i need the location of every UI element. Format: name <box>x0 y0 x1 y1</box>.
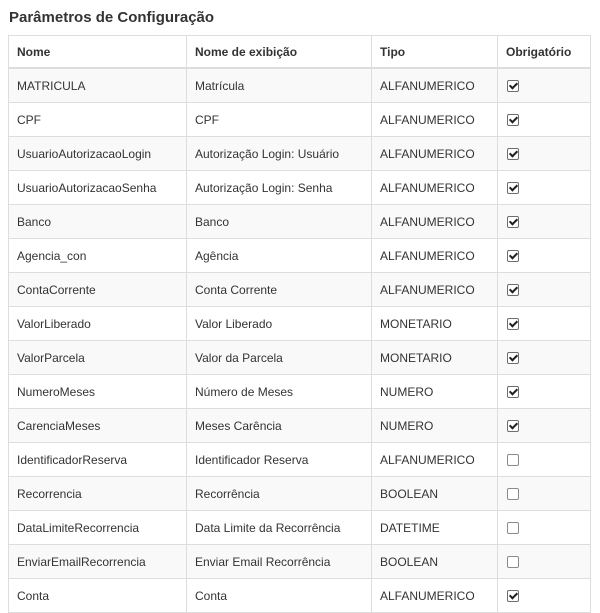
cell-nome-exibicao: Autorização Login: Senha <box>187 171 372 205</box>
required-checkbox-checked[interactable] <box>507 352 519 364</box>
required-checkbox-checked[interactable] <box>507 284 519 296</box>
cell-nome: CPF <box>9 103 187 137</box>
cell-obrigatorio <box>498 239 591 273</box>
required-checkbox-unchecked[interactable] <box>507 488 519 500</box>
table-header <box>9 36 591 69</box>
cell-tipo: ALFANUMERICO <box>372 137 498 171</box>
table-row <box>9 409 591 443</box>
cell-tipo: MONETARIO <box>372 307 498 341</box>
table-row <box>9 137 591 171</box>
required-checkbox-checked[interactable] <box>507 148 519 160</box>
cell-obrigatorio <box>498 443 591 477</box>
cell-obrigatorio <box>498 171 591 205</box>
cell-tipo: BOOLEAN <box>372 545 498 579</box>
cell-nome: Agencia_con <box>9 239 187 273</box>
required-checkbox-checked[interactable] <box>507 80 519 92</box>
column-header-tipo: Tipo <box>372 36 498 69</box>
cell-nome: ContaCorrente <box>9 273 187 307</box>
cell-obrigatorio <box>498 273 591 307</box>
cell-nome: EnviarEmailRecorrencia <box>9 545 187 579</box>
cell-tipo: ALFANUMERICO <box>372 579 498 613</box>
cell-tipo: NUMERO <box>372 375 498 409</box>
cell-nome-exibicao: Conta <box>187 579 372 613</box>
cell-nome: CarenciaMeses <box>9 409 187 443</box>
table-row <box>9 375 591 409</box>
table-row <box>9 545 591 579</box>
cell-nome: Conta <box>9 579 187 613</box>
cell-nome: DataLimiteRecorrencia <box>9 511 187 545</box>
cell-tipo: ALFANUMERICO <box>372 103 498 137</box>
cell-tipo: ALFANUMERICO <box>372 443 498 477</box>
table-header-row <box>9 36 591 69</box>
cell-nome: Banco <box>9 205 187 239</box>
cell-nome: Recorrencia <box>9 477 187 511</box>
cell-nome-exibicao: Número de Meses <box>187 375 372 409</box>
required-checkbox-unchecked[interactable] <box>507 556 519 568</box>
cell-obrigatorio <box>498 103 591 137</box>
cell-nome-exibicao: Valor Liberado <box>187 307 372 341</box>
cell-tipo: ALFANUMERICO <box>372 273 498 307</box>
required-checkbox-checked[interactable] <box>507 420 519 432</box>
table-row <box>9 68 591 103</box>
required-checkbox-checked[interactable] <box>507 216 519 228</box>
cell-nome: IdentificadorReserva <box>9 443 187 477</box>
cell-obrigatorio <box>498 341 591 375</box>
cell-tipo: ALFANUMERICO <box>372 68 498 103</box>
table-row <box>9 103 591 137</box>
table-row <box>9 477 591 511</box>
table-row <box>9 273 591 307</box>
cell-nome: UsuarioAutorizacaoSenha <box>9 171 187 205</box>
page-title: Parâmetros de Configuração <box>9 9 215 26</box>
cell-nome-exibicao: Conta Corrente <box>187 273 372 307</box>
cell-tipo: DATETIME <box>372 511 498 545</box>
required-checkbox-checked[interactable] <box>507 250 519 262</box>
cell-nome-exibicao: Identificador Reserva <box>187 443 372 477</box>
cell-obrigatorio <box>498 68 591 103</box>
required-checkbox-checked[interactable] <box>507 182 519 194</box>
cell-nome: NumeroMeses <box>9 375 187 409</box>
cell-nome-exibicao: Valor da Parcela <box>187 341 372 375</box>
required-checkbox-checked[interactable] <box>507 114 519 126</box>
column-header-obrigatorio: Obrigatório <box>498 36 591 69</box>
cell-nome-exibicao: Matrícula <box>187 68 372 103</box>
cell-obrigatorio <box>498 205 591 239</box>
table-row <box>9 579 591 613</box>
column-header-nome: Nome <box>9 36 187 69</box>
parameters-table <box>8 35 591 613</box>
cell-obrigatorio <box>498 545 591 579</box>
cell-obrigatorio <box>498 307 591 341</box>
cell-obrigatorio <box>498 511 591 545</box>
cell-nome: MATRICULA <box>9 68 187 103</box>
required-checkbox-checked[interactable] <box>507 318 519 330</box>
cell-nome-exibicao: Meses Carência <box>187 409 372 443</box>
cell-tipo: ALFANUMERICO <box>372 205 498 239</box>
table-body <box>9 68 591 613</box>
table-row <box>9 307 591 341</box>
cell-nome-exibicao: Autorização Login: Usuário <box>187 137 372 171</box>
cell-nome-exibicao: CPF <box>187 103 372 137</box>
cell-obrigatorio <box>498 375 591 409</box>
cell-obrigatorio <box>498 579 591 613</box>
cell-nome-exibicao: Data Limite da Recorrência <box>187 511 372 545</box>
cell-tipo: BOOLEAN <box>372 477 498 511</box>
cell-nome-exibicao: Enviar Email Recorrência <box>187 545 372 579</box>
required-checkbox-unchecked[interactable] <box>507 522 519 534</box>
cell-tipo: ALFANUMERICO <box>372 171 498 205</box>
table-row <box>9 205 591 239</box>
column-header-nome-exibicao: Nome de exibição <box>187 36 372 69</box>
table-row <box>9 239 591 273</box>
table-row <box>9 443 591 477</box>
required-checkbox-checked[interactable] <box>507 590 519 602</box>
cell-tipo: NUMERO <box>372 409 498 443</box>
cell-nome-exibicao: Recorrência <box>187 477 372 511</box>
cell-nome-exibicao: Agência <box>187 239 372 273</box>
cell-nome-exibicao: Banco <box>187 205 372 239</box>
table-row <box>9 171 591 205</box>
cell-obrigatorio <box>498 477 591 511</box>
table-row <box>9 511 591 545</box>
cell-tipo: MONETARIO <box>372 341 498 375</box>
cell-nome: UsuarioAutorizacaoLogin <box>9 137 187 171</box>
cell-tipo: ALFANUMERICO <box>372 239 498 273</box>
table-row <box>9 341 591 375</box>
cell-obrigatorio <box>498 409 591 443</box>
cell-obrigatorio <box>498 137 591 171</box>
cell-nome: ValorParcela <box>9 341 187 375</box>
required-checkbox-checked[interactable] <box>507 386 519 398</box>
cell-nome: ValorLiberado <box>9 307 187 341</box>
required-checkbox-unchecked[interactable] <box>507 454 519 466</box>
